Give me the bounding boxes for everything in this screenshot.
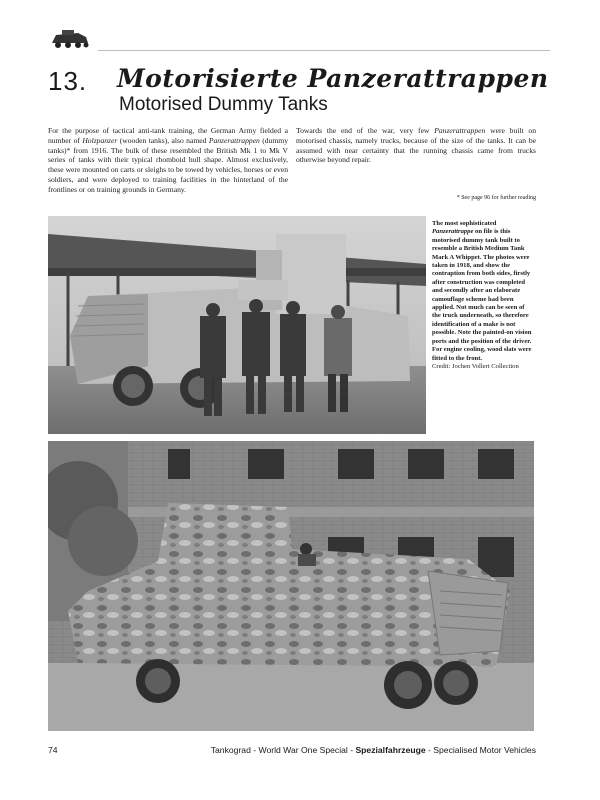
- footer-running-title: Tankograd - World War One Special - Spezialfahrzeuge - Specialised Motor Vehicles: [210, 745, 536, 755]
- page-number: 74: [48, 745, 58, 755]
- tank-logo-icon: [48, 27, 92, 51]
- photo-credit: Credit: Jochen Vollert Collection: [432, 362, 519, 370]
- header-rule: [98, 50, 550, 51]
- photo-camouflaged-dummy-tank: [48, 441, 534, 731]
- footnote: * See page 96 for further reading: [456, 195, 536, 201]
- chapter-number: 13.: [48, 66, 88, 96]
- photo-dummy-tank-with-soldiers: [48, 216, 426, 434]
- photo-caption: The most sophisticated Panzerattrappe on file is this motorised dummy tank built to resemble a British Medium Tank Mark A Whippet. The photos were taken in 1918, and show the contraption from both sides, firstly after construction was completed and secondly after an elaborate camouflage scheme had been applied. Not much can be seen of the truck underneath, so therefore identification of a make is not possible. Note the painted-on vision ports and the position of the driver. For engine cooling, wood slats were fitted to the front. Credit: Jochen Vollert Collection: [432, 220, 534, 371]
- chapter-title-english: Motorised Dummy Tanks: [119, 94, 328, 115]
- body-column-right: Towards the end of the war, very few Panzerattrappen were built on motorised chassis, namely trucks, because of the size of the tanks. It can be assumed with near certainty that the running chassis came from trucks otherwise beyond repair.: [296, 126, 536, 165]
- chapter-title-german: Motorisierte Panzerattrappen: [117, 64, 549, 93]
- body-column-left: For the purpose of tactical anti-tank training, the German Army fielded a number of Holzpanzer (wooden tanks), also named Panzerattrappen (dummy tanks)* from 1916. The bulk of these resembled the British Mk 1 to Mk V series of tanks with their typical rhomboid hull shape. Almost exclusively, these were mounted on carts or sleighs to be towed by vehicles, horses or even soldiers, and were deployed to training facilities in the hinterland of the frontlines or on training grounds in Germany.: [48, 126, 288, 194]
